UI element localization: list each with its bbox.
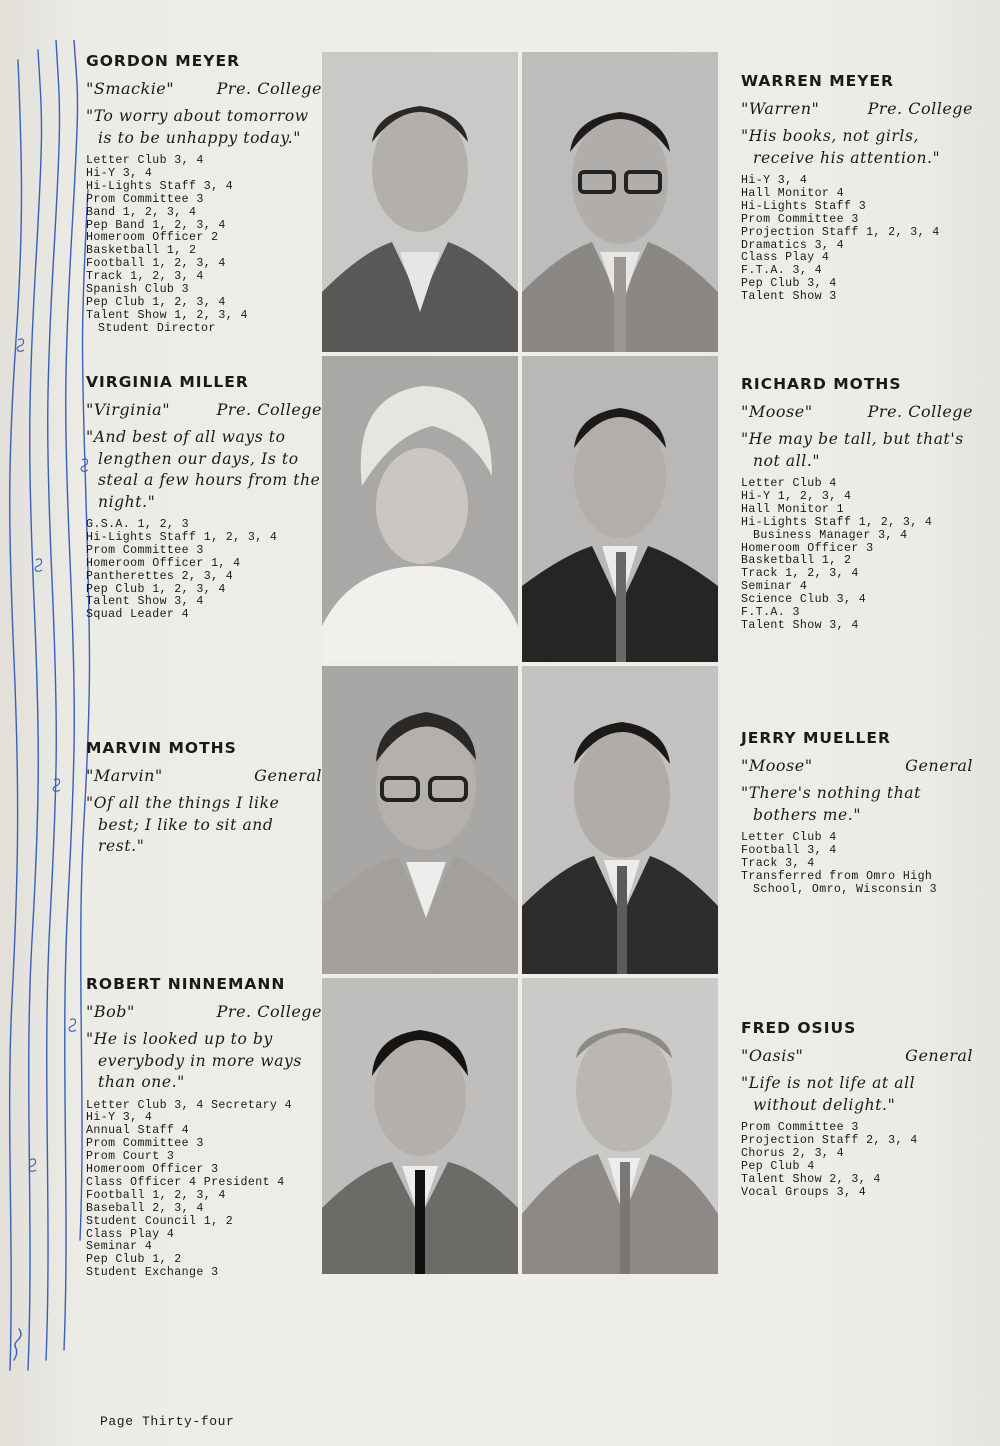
activity-item: Hi-Y 3, 4 (86, 1111, 153, 1125)
student-name: JERRY MUELLER (741, 729, 891, 747)
portrait-richard-moths (522, 356, 718, 662)
quote: "He is looked up to by everybody in more ways than one." (86, 1030, 302, 1091)
portrait-virginia-miller (322, 356, 518, 662)
activity-item: G.S.A. 1, 2, 3 (86, 518, 190, 531)
nickname-line (86, 766, 322, 785)
activity-item: Seminar 4 (741, 580, 808, 594)
activity-item: Baseball 2, 3, 4 (86, 1201, 204, 1215)
nickname: "Warren" (741, 99, 820, 118)
activity-item: Homeroom Officer 2 (86, 231, 219, 245)
activity-item: Track 1, 2, 3, 4 (741, 567, 859, 581)
bio-warren-meyer (741, 72, 973, 304)
activity-item: Talent Show 2, 3, 4 (741, 1172, 881, 1186)
activity-item: Letter Club 4 (741, 831, 837, 844)
bio-jerry-mueller (741, 729, 973, 897)
student-name: RICHARD MOTHS (741, 375, 902, 393)
activities-list (86, 1100, 322, 1281)
activity-item: Hi-Y 3, 4 (86, 166, 153, 180)
activity-item: Letter Club 4 (741, 477, 837, 490)
activity-item: Projection Staff 2, 3, 4 (741, 1133, 918, 1147)
student-name: FRED OSIUS (741, 1019, 857, 1037)
activity-item: Prom Committee 3 (86, 1137, 204, 1151)
student-name: VIRGINIA MILLER (86, 373, 249, 391)
activity-item: Letter Club 3, 4 (86, 154, 204, 167)
quote: "And best of all ways to lengthen our days, Is to steal a few hours from the night." (86, 428, 321, 511)
activity-item: Hi-Lights Staff 3 (741, 199, 867, 213)
portrait-gordon-meyer (322, 52, 518, 352)
nickname: "Moose" (741, 756, 813, 775)
nickname: "Smackie" (86, 79, 175, 98)
activity-item: Class Officer 4 President 4 (86, 1175, 285, 1189)
activity-item: Pep Club 1, 2 (86, 1253, 182, 1267)
nickname: "Marvin" (86, 766, 163, 785)
activity-item: F.T.A. 3 (741, 606, 800, 620)
portrait-robert-ninnemann (322, 978, 518, 1274)
activity-item: Homeroom Officer 1, 4 (86, 556, 241, 570)
activity-item: Talent Show 1, 2, 3, 4 (86, 308, 248, 322)
activity-item: Business Manager 3, 4 (753, 528, 908, 542)
activities-list (741, 478, 973, 633)
activity-item: Pep Club 1, 2, 3, 4 (86, 295, 226, 309)
student-name: GORDON MEYER (86, 52, 241, 70)
activity-item: Basketball 1, 2 (86, 244, 197, 258)
handwritten-inscription (0, 40, 95, 1380)
activity-item: Prom Committee 3 (741, 1121, 859, 1134)
activity-item: Hi-Y 3, 4 (741, 174, 808, 187)
activity-item: Basketball 1, 2 (741, 554, 852, 568)
activity-item: Prom Committee 3 (86, 192, 204, 206)
activity-item: Vocal Groups 3, 4 (741, 1185, 867, 1199)
bio-richard-moths (741, 375, 973, 633)
activity-item: Class Play 4 (741, 251, 830, 265)
nickname-line (741, 1046, 973, 1065)
activity-item: Spanish Club 3 (86, 283, 190, 297)
activity-item: Homeroom Officer 3 (86, 1163, 219, 1177)
activity-item: Student Council 1, 2 (86, 1214, 234, 1228)
activity-item: Prom Committee 3 (741, 212, 859, 226)
course: Pre. College (216, 400, 322, 419)
portrait-fred-osius (522, 978, 718, 1274)
student-name: WARREN MEYER (741, 72, 894, 90)
activity-item: Track 1, 2, 3, 4 (86, 270, 204, 284)
nickname-line (741, 402, 973, 421)
activity-item: School, Omro, Wisconsin 3 (753, 882, 937, 896)
nickname: "Virginia" (86, 400, 171, 419)
nickname-line (86, 1002, 322, 1021)
activity-item: Dramatics 3, 4 (741, 238, 845, 252)
activities-list (86, 519, 322, 622)
activity-item: Track 3, 4 (741, 856, 815, 870)
activity-item: Pep Band 1, 2, 3, 4 (86, 218, 226, 232)
activities-list (741, 1122, 973, 1199)
course: General (905, 1046, 973, 1065)
activity-item: Football 3, 4 (741, 843, 837, 857)
activity-item: Hi-Lights Staff 3, 4 (86, 179, 234, 193)
portrait-warren-meyer (522, 52, 718, 352)
course: General (905, 756, 973, 775)
activity-item: Prom Court 3 (86, 1150, 175, 1164)
bio-robert-ninnemann (86, 975, 322, 1280)
activity-item: Letter Club 3, 4 Secretary 4 (86, 1098, 293, 1112)
activity-item: Class Play 4 (86, 1227, 175, 1241)
nickname-line (86, 79, 322, 98)
activities-list (86, 155, 322, 336)
activity-item: Football 1, 2, 3, 4 (86, 257, 226, 271)
activity-item: Pep Club 3, 4 (741, 277, 837, 291)
activity-item: Student Exchange 3 (86, 1266, 219, 1280)
activity-item: Hi-Y 1, 2, 3, 4 (741, 489, 852, 503)
course: Pre. College (216, 1002, 322, 1021)
quote: "Of all the things I like best; I like to sit and rest." (86, 794, 280, 855)
bio-gordon-meyer (86, 52, 322, 336)
activity-item: Homeroom Officer 3 (741, 541, 874, 555)
page-number: Page Thirty-four (100, 1414, 235, 1429)
quote: "His books, not girls, receive his attention." (741, 127, 941, 167)
activity-item: Hall Monitor 4 (741, 186, 845, 200)
portrait-jerry-mueller (522, 666, 718, 974)
bio-fred-osius (741, 1019, 973, 1199)
activities-list (741, 832, 973, 897)
activity-item: Transferred from Omro High (741, 869, 933, 883)
quote: "He may be tall, but that's not all." (741, 430, 964, 470)
activity-item: Student Director (98, 321, 216, 335)
course: Pre. College (867, 402, 973, 421)
activity-item: Chorus 2, 3, 4 (741, 1146, 845, 1160)
activities-list (741, 175, 973, 304)
course: General (254, 766, 322, 785)
nickname-line (741, 756, 973, 775)
activity-item: Pep Club 1, 2, 3, 4 (86, 582, 226, 596)
nickname: "Bob" (86, 1002, 135, 1021)
activity-item: Science Club 3, 4 (741, 593, 867, 607)
activity-item: Talent Show 3, 4 (86, 595, 204, 609)
activity-item: Pep Club 4 (741, 1159, 815, 1173)
nickname-line (86, 400, 322, 419)
bio-marvin-moths (86, 739, 322, 858)
student-name: ROBERT NINNEMANN (86, 975, 286, 993)
quote: "To worry about tomorrow is to be unhappy today." (86, 107, 309, 147)
portrait-marvin-moths (322, 666, 518, 974)
activity-item: Hi-Lights Staff 1, 2, 3, 4 (741, 515, 933, 529)
nickname: "Oasis" (741, 1046, 804, 1065)
activity-item: Prom Committee 3 (86, 543, 204, 557)
activity-item: Projection Staff 1, 2, 3, 4 (741, 225, 940, 239)
activity-item: F.T.A. 3, 4 (741, 264, 822, 278)
activity-item: Band 1, 2, 3, 4 (86, 205, 197, 219)
activity-item: Talent Show 3 (741, 290, 837, 304)
quote: "There's nothing that bothers me." (741, 784, 921, 824)
activity-item: Seminar 4 (86, 1240, 153, 1254)
course: Pre. College (867, 99, 973, 118)
activity-item: Pantherettes 2, 3, 4 (86, 569, 234, 583)
activity-item: Hi-Lights Staff 1, 2, 3, 4 (86, 530, 278, 544)
bio-virginia-miller (86, 373, 322, 622)
activity-item: Talent Show 3, 4 (741, 618, 859, 632)
activity-item: Annual Staff 4 (86, 1124, 190, 1138)
course: Pre. College (216, 79, 322, 98)
quote: "Life is not life at all without delight." (741, 1074, 916, 1114)
activity-item: Hall Monitor 1 (741, 502, 845, 516)
nickname-line (741, 99, 973, 118)
nickname: "Moose" (741, 402, 813, 421)
activity-item: Football 1, 2, 3, 4 (86, 1188, 226, 1202)
student-name: MARVIN MOTHS (86, 739, 237, 757)
activity-item: Squad Leader 4 (86, 608, 190, 622)
